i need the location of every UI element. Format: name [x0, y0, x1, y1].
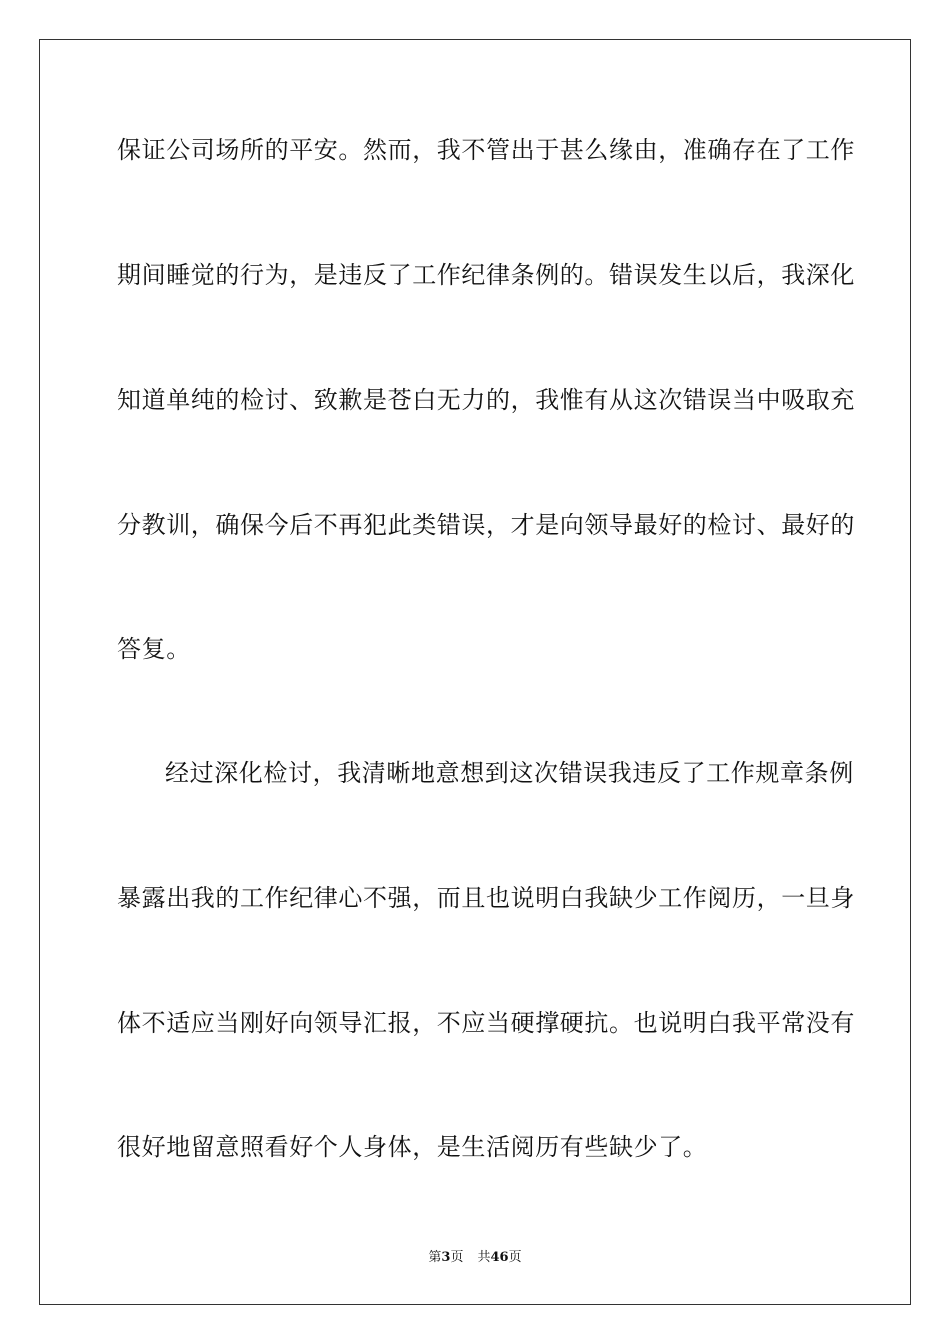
text-line: 分教训，确保今后不再犯此类错误，才是向领导最好的检讨、最好的 — [117, 511, 855, 539]
text-line: 期间睡觉的行为，是违反了工作纪律条例的。错误发生以后，我深化 — [117, 261, 855, 289]
page-border — [39, 39, 911, 1305]
text-line: 很好地留意照看好个人身体，是生活阅历有些缺少了。 — [117, 1133, 708, 1161]
page-footer — [0, 1250, 950, 1266]
total-prefix: 共 — [477, 1250, 491, 1265]
page-prefix: 第 — [428, 1250, 442, 1265]
text-line: 答复。 — [117, 635, 191, 663]
total-pages: 46 — [490, 1250, 509, 1265]
text-line: 保证公司场所的平安。然而，我不管出于甚么缘由，准确存在了工作 — [117, 136, 855, 164]
text-line: 暴露出我的工作纪律心不强，而且也说明白我缺少工作阅历，一旦身 — [117, 884, 855, 912]
total-suffix: 页 — [508, 1250, 522, 1265]
page-suffix: 页 — [450, 1250, 464, 1265]
page-number: 3 — [441, 1250, 451, 1265]
text-line: 知道单纯的检讨、致歉是苍白无力的，我惟有从这次错误当中吸取充 — [117, 386, 855, 414]
text-line: 经过深化检讨，我清晰地意想到这次错误我违反了工作规章条例 — [165, 759, 854, 787]
text-line: 体不适应当刚好向领导汇报，不应当硬撑硬抗。也说明白我平常没有 — [117, 1009, 855, 1037]
